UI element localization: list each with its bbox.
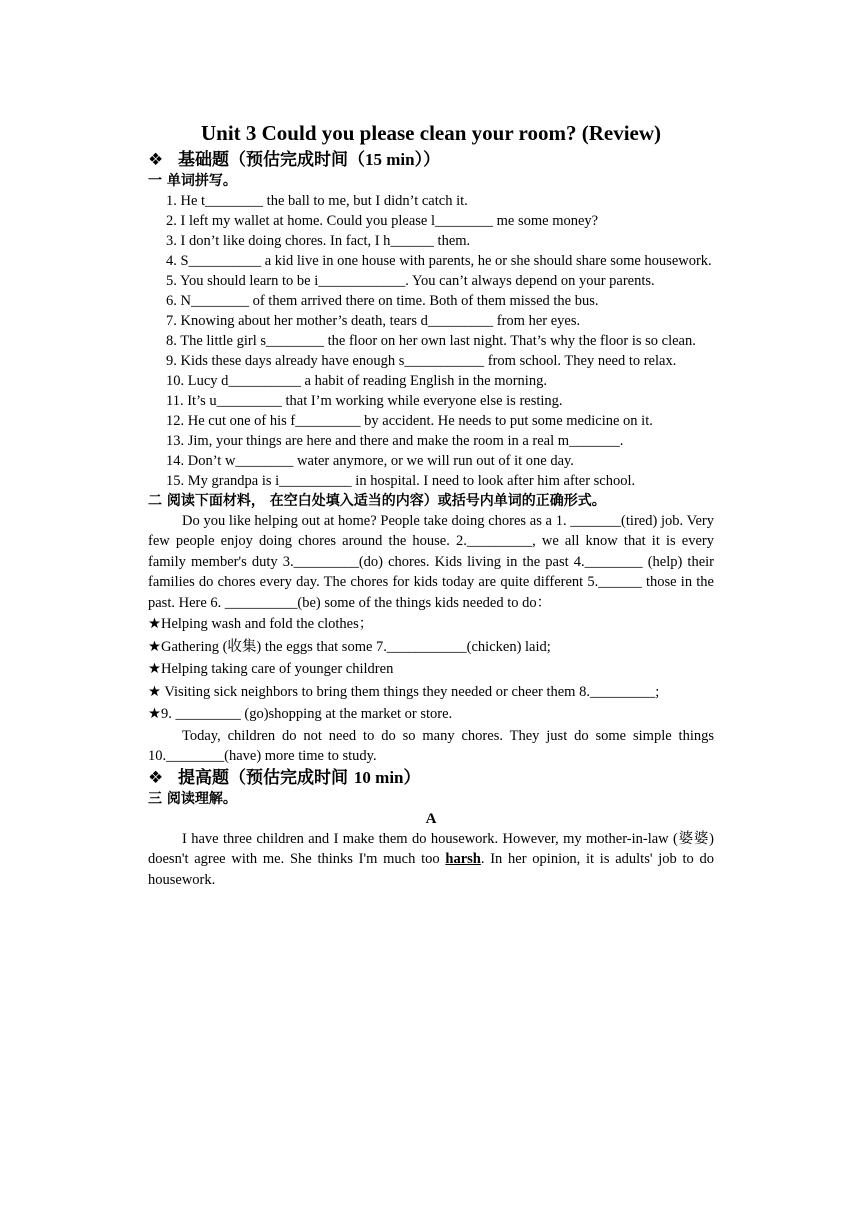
passage-label: A [425, 810, 437, 827]
chore-item-4: ★ Visiting sick neighbors to bring them things they needed or cheer them 8._________; [148, 683, 660, 700]
section-basic-heading [148, 149, 714, 171]
cloze-paragraph-1: Do you like helping out at home? People take doing chores as a 1. _______(tired) job. Very few people enjoy doing chores around the house. 2._________, we all know that it is every family member's duty 3._________(do) chores. Kids living in the past 4.________ (help) their families do chores every day. The chores for kids today are quite different 5.______ those in the past. Here 6. __________(be) some of the things kids needed to do： [148, 513, 714, 611]
section-advanced-time: 10 min [353, 767, 404, 787]
spelling-item-2: 2. I left my wallet at home. Could you please l________ me some money? [166, 213, 599, 229]
spelling-item-12: 12. He cut one of his f_________ by accident. He needs to put some medicine on it. [166, 413, 653, 429]
spelling-list [148, 191, 714, 491]
section-basic-end: ）） [414, 150, 441, 170]
spelling-item-10: 10. Lucy d__________ a habit of reading English in the morning. [166, 373, 547, 389]
spelling-item-7: 7. Knowing about her mother’s death, tears d_________ from her eyes. [166, 313, 581, 329]
spelling-item-8: 8. The little girl s________ the floor on her own last night. That’s why the floor is so clean. [166, 333, 696, 349]
spelling-item-9: 9. Kids these days already have enough s___________ from school. They need to relax. [166, 353, 677, 369]
spelling-item-5: 5. You should learn to be i____________. You can’t always depend on your parents. [166, 273, 655, 289]
spelling-item-11: 11. It’s u_________ that I’m working while everyone else is resting. [166, 393, 563, 409]
chore-item-1: ★Helping wash and fold the clothes； [148, 616, 374, 633]
part3-heading: 三 阅读理解。 [148, 790, 237, 807]
chore-item-3: ★Helping taking care of younger children [148, 661, 394, 678]
chore-item-5: ★9. _________ (go)shopping at the market or store. [148, 706, 453, 723]
section-advanced-end: ） [403, 767, 421, 788]
diamond-bullet-icon: ❖ [148, 150, 164, 170]
section-advanced-label: 提高题（预估完成时间 [178, 767, 354, 788]
section-basic-label: 基础题（预估完成时间（ [178, 150, 365, 170]
section-advanced-heading [148, 767, 714, 789]
spelling-item-15: 15. My grandpa is i__________ in hospital. I need to look after him after school. [166, 473, 636, 489]
highlighted-word: harsh [445, 851, 481, 868]
spelling-item-14: 14. Don’t w________ water anymore, or we will run out of it one day. [166, 453, 574, 469]
worksheet-page [148, 119, 714, 890]
reading-text-before: I have three children and I make them do housework. However, my mother-in-law (婆婆) doesn't agree with me. She thinks I'm much too [148, 830, 714, 868]
part2-heading: 二 阅读下面材料， 在空白处填入适当的内容）或括号内单词的正确形式。 [148, 493, 606, 509]
spelling-item-3: 3. I don’t like doing chores. In fact, I h______ them. [166, 233, 471, 249]
diamond-bullet-icon: ❖ [148, 767, 164, 788]
cloze-paragraph-2: Today, children do not need to do so many chores. They just do some simple things 10.________(have) more time to study. [148, 728, 714, 765]
spelling-item-1: 1. He t________ the ball to me, but I didn’t catch it. [166, 193, 468, 209]
reading-text-after: . In her opinion, it is adults' job to do housework. [148, 851, 715, 888]
part1-heading: 一 单词拼写。 [148, 173, 237, 189]
spelling-item-4: 4. S__________ a kid live in one house with parents, he or she should share some housework. [166, 253, 712, 269]
reading-paragraph [148, 829, 714, 890]
spelling-item-13: 13. Jim, your things are here and there and make the room in a real m_______. [166, 433, 624, 449]
page-title: Unit 3 Could you please clean your room? (Review) [200, 121, 662, 145]
spelling-item-6: 6. N________ of them arrived there on time. Both of them missed the bus. [166, 293, 599, 309]
chore-item-2: ★Gathering (收集) the eggs that some 7.___________(chicken) laid; [148, 638, 551, 655]
section-basic-time: 15 min [365, 150, 415, 169]
